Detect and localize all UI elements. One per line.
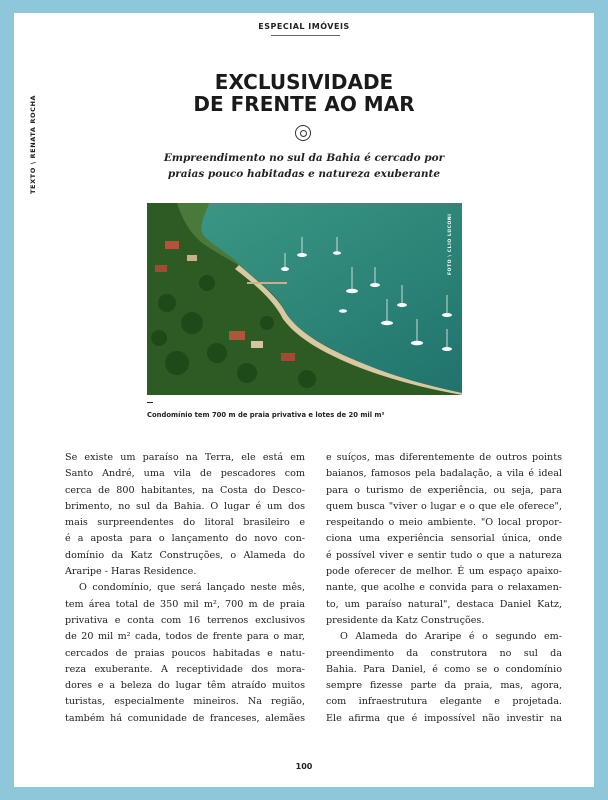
subtitle-line: Empreendimento no sul da Bahia é cercado por <box>163 152 445 164</box>
text-line: nante, que acolhe e convida para o relaxamen- <box>326 582 562 594</box>
text-line: preendimento da construtora no sul da <box>326 647 562 659</box>
logo-icon <box>295 125 311 141</box>
text-line: O condomínio, que será lançado neste mês, <box>79 582 305 594</box>
text-line: Se existe um paraíso na Terra, ele está em <box>65 452 305 463</box>
paragraph <box>326 629 562 727</box>
subtitle-line: praias pouco habitadas e natureza exuberante <box>167 168 441 180</box>
photo-caption: Condomínio tem 700 m de praia privativa e lotes de 20 mil m² <box>147 411 385 419</box>
text-line: sempre fizesse parte da praia, mas, agora, <box>326 680 562 692</box>
article-title <box>74 71 534 115</box>
text-line: respeitando o meio ambiente. "O local propor- <box>326 517 562 529</box>
text-line: e suíços, mas diferentemente de outros points <box>326 452 562 463</box>
text-line: é possível viver e sentir tudo o que a natureza <box>326 549 562 561</box>
text-line: para o turismo de experiência, ou seja, para <box>326 484 562 496</box>
photo-credit: FOTO \ CLIO LUCONI <box>448 213 453 275</box>
text-line: pode oferecer de melhor. É um espaço apaixo- <box>326 566 562 578</box>
text-line: ciona uma experiência sensorial única, onde <box>326 533 562 545</box>
paragraph <box>326 450 562 629</box>
text-line: domínio da Katz Construções, o Alameda do <box>65 549 305 561</box>
text-line: turistas, especialmente mineiros. Na região, <box>65 696 305 708</box>
section-underline <box>271 35 340 36</box>
caption-dash <box>147 402 153 403</box>
text-line: baianos, famosos pela badalação, a vila é ideal <box>326 468 562 480</box>
text-line: é a aposta para o lançamento do novo con- <box>65 533 305 545</box>
text-line: Santo André, uma vila de pescadores com <box>65 468 305 480</box>
text-line: quem busca "viver o lugar e o que ele oferece", <box>326 500 562 512</box>
text-line: tem área total de 350 mil m², 700 m de praia <box>65 598 305 610</box>
page-number: 100 <box>295 762 313 771</box>
text-line: de 20 mil m² cada, todos de frente para o mar, <box>65 631 305 643</box>
text-line: privativa e conta com 16 terrenos exclusivos <box>65 614 305 626</box>
text-line: reza exuberante. A receptividade dos mora- <box>65 663 305 675</box>
text-line: presidente da Katz Construções. <box>326 614 485 626</box>
paragraph <box>65 450 305 580</box>
text-column-right <box>326 450 562 727</box>
text-column-left <box>65 450 305 727</box>
text-line: dores e a beleza do lugar têm atraído muitos <box>65 680 305 692</box>
title-line: EXCLUSIVIDADE <box>214 70 394 94</box>
text-line: mais surpreendentes do litoral brasileiro e <box>65 517 305 529</box>
aerial-beach-photo <box>147 203 462 395</box>
paragraph <box>65 580 305 727</box>
text-line: O Alameda do Araripe é o segundo em- <box>340 631 562 643</box>
text-line: cercados de praias poucos habitadas e natu- <box>65 647 305 659</box>
section-header: ESPECIAL IMÓVEIS <box>258 22 350 31</box>
text-line: com infraestrutura elegante e projetada. <box>326 696 562 708</box>
text-line: brimento, no sul da Bahia. O lugar é um dos <box>65 500 305 512</box>
byline: TEXTO \ RENATA ROCHA <box>29 94 37 194</box>
title-line: DE FRENTE AO MAR <box>193 92 415 116</box>
text-line: to, um paraíso natural", destaca Daniel Katz, <box>326 598 562 610</box>
text-line: cerca de 800 habitantes, na Costa do Desco- <box>65 484 305 496</box>
magazine-page <box>14 13 594 787</box>
text-line: Araripe - Haras Residence. <box>65 566 197 578</box>
article-subtitle <box>124 150 484 182</box>
text-line: Ele afirma que é impossível não investir na <box>326 712 562 724</box>
text-line: também há comunidade de franceses, alemães <box>65 712 305 724</box>
text-line: Bahia. Para Daniel, é como se o condomínio <box>326 663 562 675</box>
photo-illustration <box>147 203 462 395</box>
